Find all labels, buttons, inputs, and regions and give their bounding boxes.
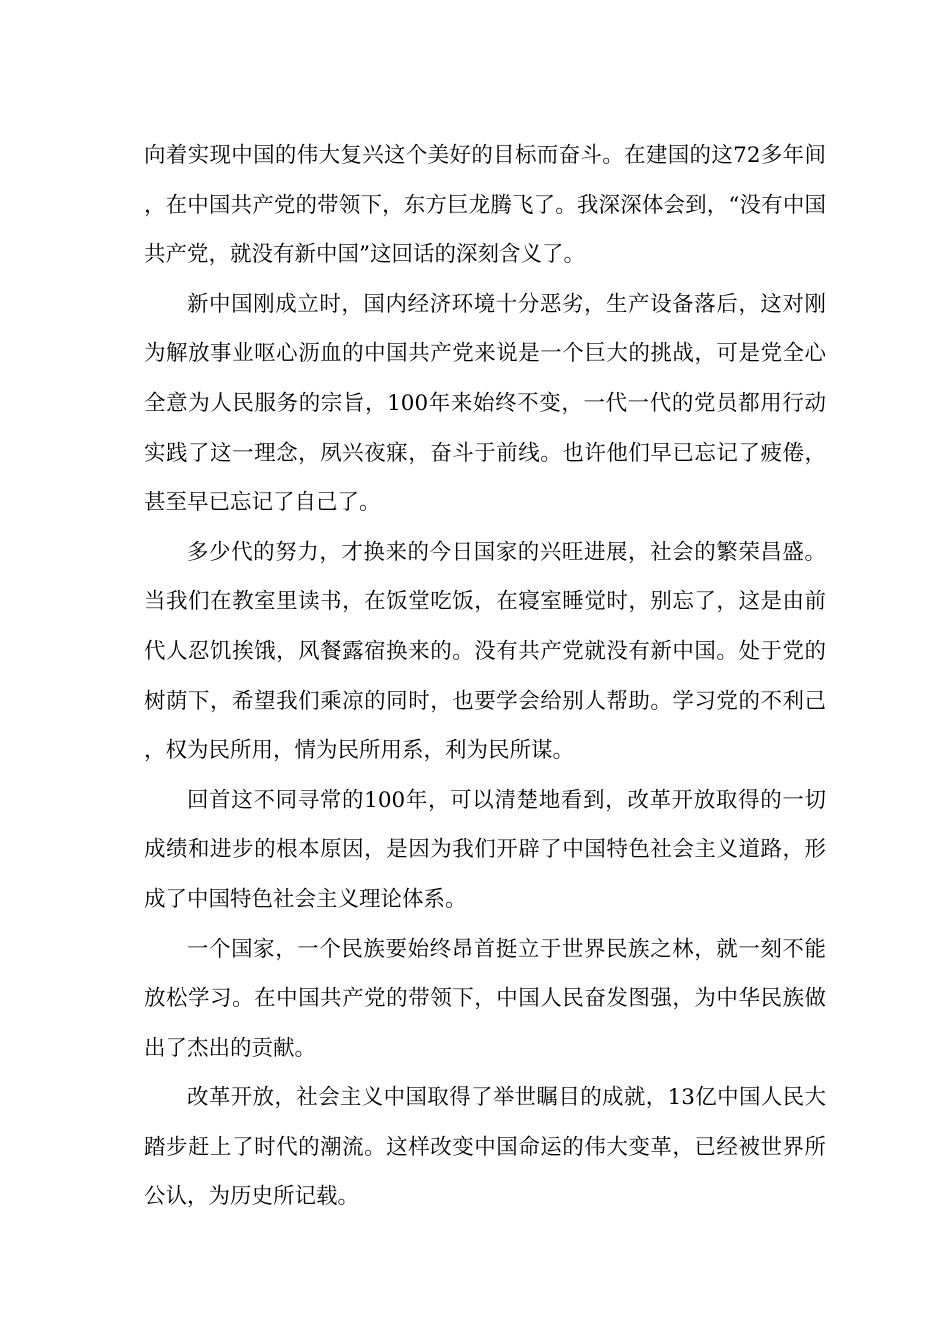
- paragraph-5: 一个国家，一个民族要始终昂首挺立于世界民族之林，就一刻不能放松学习。在中国共产党的带领下，中国人民奋发图强，为中华民族做出了杰出的贡献。: [144, 936, 826, 1061]
- paragraph-6: 改革开放，社会主义中国取得了举世瞩目的成就，13亿中国人民大踏步赶上了时代的潮流。这样改变中国命运的伟大变革，已经被世界所公认，为历史所记载。: [144, 1085, 826, 1210]
- paragraph-1: 向着实现中国的伟大复兴这个美好的目标而奋斗。在建国的这72多年间，在中国共产党的带领下，东方巨龙腾飞了。我深深体会到，“没有中国共产党，就没有新中国”这回话的深刻含义了。: [144, 143, 826, 268]
- paragraph-3: 多少代的努力，才换来的今日国家的兴旺进展，社会的繁荣昌盛。当我们在教室里读书，在饭堂吃饭，在寝室睡觉时，别忘了，这是由前代人忍饥挨饿，风餐露宿换来的。没有共产党就没有新中国。处于党的树荫下，希望我们乘凉的同时，也要学会给别人帮助。学习党的不利己，权为民所用，情为民所用系，利为民所谋。: [144, 539, 826, 764]
- paragraph-2: 新中国刚成立时，国内经济环境十分恶劣，生产设备落后，这对刚为解放事业呕心沥血的中国共产党来说是一个巨大的挑战，可是党全心全意为人民服务的宗旨，100年来始终不变，一代一代的党员都用行动实践了这一理念，夙兴夜寐，奋斗于前线。也许他们早已忘记了疲倦，甚至早已忘记了自己了。: [144, 291, 826, 516]
- document-body: [144, 131, 826, 1222]
- paragraph-4: 回首这不同寻常的100年，可以清楚地看到，改革开放取得的一切成绩和进步的根本原因，是因为我们开辟了中国特色社会主义道路，形成了中国特色社会主义理论体系。: [144, 787, 826, 912]
